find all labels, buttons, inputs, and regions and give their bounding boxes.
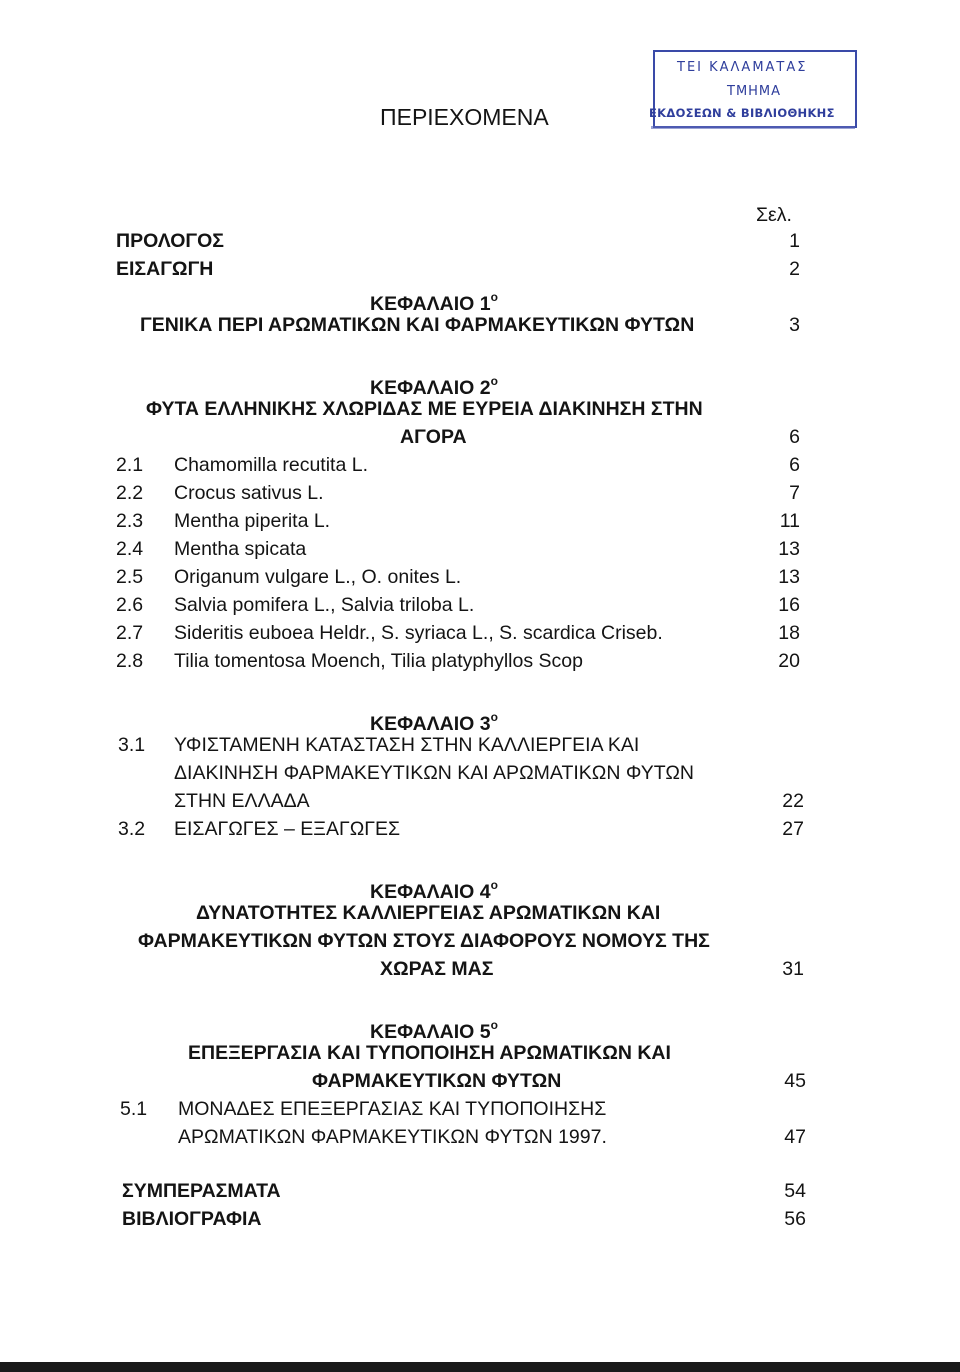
section-title: ΕΙΣΑΓΩΓΕΣ – ΕΞΑΓΩΓΕΣ [174,818,401,840]
section-title: Origanum vulgare L., O. onites L. [174,566,462,588]
section-page: 47 [784,1126,806,1148]
section-title: Crocus sativus L. [174,482,324,504]
chapter-2-title-line1: ΦΥΤΑ ΕΛΛΗΝΙΚΗΣ ΧΛΩΡΙΔΑΣ ΜΕ ΕΥΡΕΙΑ ΔΙΑΚΙΝΗΣΗ ΣΤΗΝ [146,398,703,420]
section-num: 3.2 [118,818,146,840]
section-page: 20 [778,650,800,672]
section-title: Mentha piperita L. [174,510,331,532]
section-title-line1: ΥΦΙΣΤΑΜΕΝΗ ΚΑΤΑΣΤΑΣΗ ΣΤΗΝ ΚΑΛΛΙΕΡΓΕΙΑ ΚΑΙ [174,734,640,756]
section-title: Sideritis euboea Heldr., S. syriaca L., S. scardica Criseb. [174,622,663,644]
stamp-line-1: ΤΕΙ ΚΑΛΑΜΑΤΑΣ [677,60,808,75]
section-num: 2.7 [116,622,144,644]
chapter-4-title-line2: ΦΑΡΜΑΚΕΥΤΙΚΩΝ ΦΥΤΩΝ ΣΤΟΥΣ ΔΙΑΦΟΡΟΥΣ ΝΟΜΟΥΣ ΤΗΣ [138,930,710,952]
toc-prologue: ΠΡΟΛΟΓΟΣ [116,230,224,252]
page-column-header: Σελ. [756,204,792,226]
section-title: Chamomilla recutita L. [174,454,368,476]
chapter-2-title-line2: ΑΓΟΡΑ [400,426,467,448]
section-page: 18 [778,622,800,644]
page-title: ΠΕΡΙΕΧΟΜΕΝΑ [380,104,549,130]
chapter-2-heading: ΚΕΦΑΛΑΙΟ $2^o$ [370,374,498,399]
toc-intro-page: 2 [789,258,800,280]
chapter-4-title-line1: ΔΥΝΑΤΟΤΗΤΕΣ ΚΑΛΛΙΕΡΓΕΙΑΣ ΑΡΩΜΑΤΙΚΩΝ ΚΑΙ [196,902,661,924]
chapter-4-page: 31 [782,958,804,980]
section-page: 13 [778,538,800,560]
chapter-4-title-line3: ΧΩΡΑΣ ΜΑΣ [380,958,494,980]
section-page: 22 [782,790,804,812]
toc-intro: ΕΙΣΑΓΩΓΗ [116,258,214,280]
stamp-line-2: ΤΜΗΜΑ [727,84,782,99]
toc-bibliography-page: 56 [784,1208,806,1230]
section-num: 2.3 [116,510,144,532]
toc-conclusions: ΣΥΜΠΕΡΑΣΜΑΤΑ [122,1180,281,1202]
section-num: 3.1 [118,734,146,756]
section-title: Tilia tomentosa Moench, Tilia platyphyllos Scop [174,650,583,672]
section-title-line1: ΜΟΝΑΔΕΣ ΕΠΕΞΕΡΓΑΣΙΑΣ ΚΑΙ ΤΥΠΟΠΟΙΗΣΗΣ [178,1098,607,1120]
section-title-line2: ΑΡΩΜΑΤΙΚΩΝ ΦΑΡΜΑΚΕΥΤΙΚΩΝ ΦΥΤΩΝ 1997. [178,1126,607,1148]
section-num: 2.5 [116,566,144,588]
chapter-1-heading: ΚΕΦΑΛΑΙΟ $1^o$ [370,290,498,315]
section-page: 7 [789,482,800,504]
toc-prologue-page: 1 [789,230,800,252]
section-num: 2.6 [116,594,144,616]
library-stamp [649,50,857,128]
chapter-5-heading: ΚΕΦΑΛΑΙΟ $5^o$ [370,1018,498,1043]
stamp-underline [651,126,855,129]
chapter-3-heading: ΚΕΦΑΛΑΙΟ $3^o$ [370,710,498,735]
section-page: 16 [778,594,800,616]
section-page: 13 [778,566,800,588]
chapter-5-title-line1: ΕΠΕΞΕΡΓΑΣΙΑ ΚΑΙ ΤΥΠΟΠΟΙΗΣΗ ΑΡΩΜΑΤΙΚΩΝ ΚΑΙ [188,1042,671,1064]
toc-bibliography: ΒΙΒΛΙΟΓΡΑΦΙΑ [122,1208,262,1230]
section-num: 2.2 [116,482,144,504]
scan-edge [0,1362,960,1372]
section-page: 27 [782,818,804,840]
section-num: 5.1 [120,1098,148,1120]
section-title-line2: ΔΙΑΚΙΝΗΣΗ ΦΑΡΜΑΚΕΥΤΙΚΩΝ ΚΑΙ ΑΡΩΜΑΤΙΚΩΝ ΦΥΤΩΝ [174,762,695,784]
section-num: 2.1 [116,454,144,476]
section-title: Salvia pomifera L., Salvia triloba L. [174,594,475,616]
chapter-2-page: 6 [789,426,800,448]
chapter-4-heading: ΚΕΦΑΛΑΙΟ $4^o$ [370,878,498,903]
section-num: 2.4 [116,538,144,560]
section-title: Mentha spicata [174,538,307,560]
section-num: 2.8 [116,650,144,672]
chapter-5-title-line2: ΦΑΡΜΑΚΕΥΤΙΚΩΝ ΦΥΤΩΝ [312,1070,562,1092]
toc-conclusions-page: 54 [784,1180,806,1202]
chapter-5-page: 45 [784,1070,806,1092]
stamp-line-3: ΕΚΔΟΣΕΩΝ & ΒΙΒΛΙΟΘΗΚΗΣ [649,106,835,120]
section-title-line3: ΣΤΗΝ ΕΛΛΑΔΑ [174,790,310,812]
chapter-1-page: 3 [789,314,800,336]
chapter-1-title: ΓΕΝΙΚΑ ΠΕΡΙ ΑΡΩΜΑΤΙΚΩΝ ΚΑΙ ΦΑΡΜΑΚΕΥΤΙΚΩΝ ΦΥΤΩΝ [140,314,695,336]
section-page: 11 [779,510,800,532]
section-page: 6 [789,454,800,476]
